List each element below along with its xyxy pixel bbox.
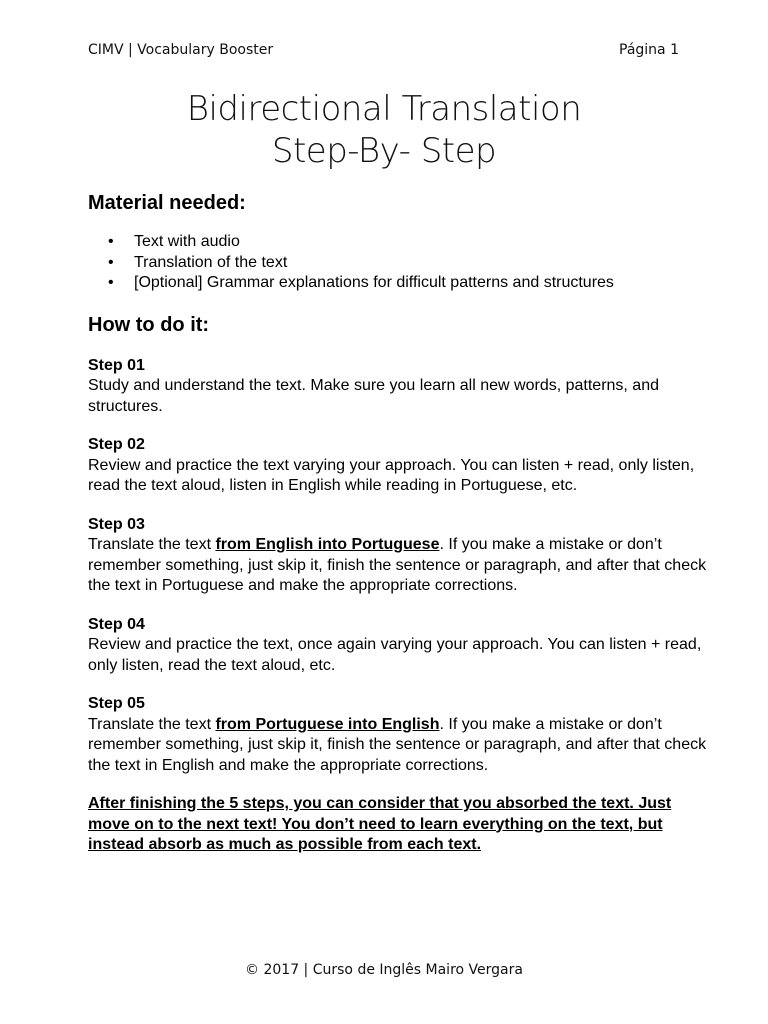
step-02	[88, 435, 708, 497]
step-text-after: . If you make a mistake or don’t remember something, just skip it, finish the sentence or paragraph, and after that check the text in Portuguese and make the appropriate corrections.	[88, 536, 707, 594]
step-title: Step 03	[88, 515, 145, 533]
step-text-after: . If you make a mistake or don’t remember something, just skip it, finish the sentence or paragraph, and after that check the text in English and make the appropriate corrections.	[88, 715, 707, 774]
closing-note: After finishing the 5 steps, you can consider that you absorbed the text. Just move on to the next text! You don’t need to learn everything on the text, but instead absorb as much as possible from each text.	[88, 795, 672, 853]
how-heading: How to do it:	[88, 313, 210, 336]
page-header	[88, 42, 679, 58]
page-number: Página 1	[619, 42, 679, 58]
step-03	[88, 515, 708, 597]
step-05	[88, 694, 708, 776]
step-04	[88, 615, 708, 677]
step-title: Step 05	[88, 695, 145, 712]
step-title: Step 01	[88, 356, 145, 374]
step-text-before: Translate the text	[88, 536, 216, 553]
list-item: • Text with audio	[134, 232, 708, 253]
title-line-2: Step-By- Step	[271, 131, 497, 171]
page-footer: © 2017 | Curso de Inglês Mairo Vergara	[245, 962, 523, 978]
title-line-1: Bidirectional Translation	[186, 89, 582, 129]
step-title: Step 02	[88, 436, 145, 453]
step-text: Review and practice the text varying your approach. You can listen + read, only listen, read the text aloud, listen in English while reading in Portuguese, etc.	[88, 456, 695, 494]
document-body	[88, 190, 708, 856]
list-item: • Translation of the text	[134, 253, 708, 274]
steps-section	[88, 356, 708, 777]
direction-emphasis: from English into Portuguese	[215, 536, 440, 553]
step-text: Review and practice the text, once again varying your approach. You can listen + read, only listen, read the text aloud, etc.	[88, 636, 702, 674]
header-left-text: CIMV | Vocabulary Booster	[88, 42, 274, 58]
step-text	[88, 715, 708, 777]
material-heading: Material needed:	[88, 192, 246, 214]
step-01	[88, 356, 708, 418]
step-title: Step 04	[88, 615, 145, 633]
step-text	[88, 535, 708, 597]
list-item: • [Optional] Grammar explanations for difficult patterns and structures	[134, 273, 708, 294]
direction-emphasis: from Portuguese into English	[215, 715, 440, 733]
document-title	[0, 88, 768, 172]
step-text-before: Translate the text	[88, 715, 216, 733]
step-text: Study and understand the text. Make sure you learn all new words, patterns, and structures.	[88, 377, 659, 415]
material-list	[88, 232, 708, 294]
